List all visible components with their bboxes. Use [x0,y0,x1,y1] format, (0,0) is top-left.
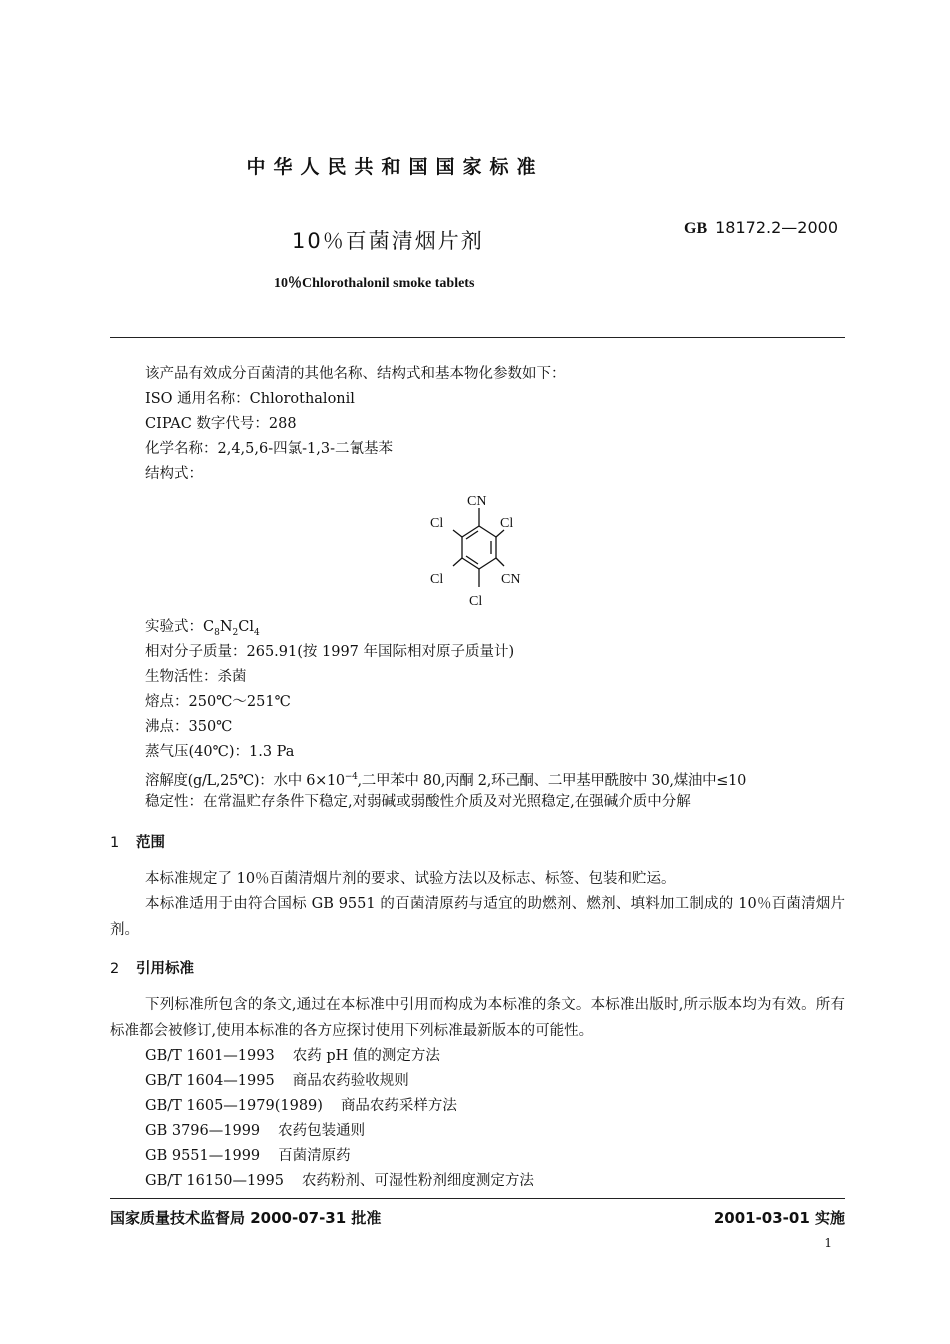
structural-formula [420,486,540,612]
section-1-paragraph-2: 本标准适用于由符合国标 GB 9551 的百菌清原药与适宜的助燃剂、燃剂、填料加工制成的 10％百菌清烟片剂。 [110,896,845,938]
document-title: 10％百菌清烟片剂 [292,229,484,253]
approval-line: 国家质量技术监督局 2000-07-31 批准 [110,1209,382,1227]
boiling-point: 沸点：350℃ [145,719,233,735]
section-1-heading: 1 范围 [110,835,165,851]
cl-label-bottom: Cl [469,594,483,609]
cl-label-upper-right: Cl [500,516,514,531]
section-2-paragraph: 下列标准所包含的条文,通过在本标准中引用而构成为本标准的条文。本标准出版时,所示版本均为有效。所有标准都会被修订,使用本标准的各方应探讨使用下列标准最新版本的可能性。 [110,997,845,1039]
header-divider [110,337,845,338]
vapor-pressure: 蒸气压(40℃)：1.3 Pa [145,744,295,760]
reference-item: GB/T 16150—1995 农药粉剂、可湿性粉剂细度测定方法 [145,1173,534,1189]
structure-label: 结构式： [145,466,203,482]
effective-date: 2001-03-01 实施 [713,1209,845,1227]
section-2-heading: 2 引用标准 [110,961,194,977]
cl-label-upper-left: Cl [430,516,444,531]
benzene-ring [453,508,504,587]
cipac-code: CIPAC 数字代号：288 [145,416,297,432]
molecular-mass: 相对分子质量：265.91(按 1997 年国际相对原子质量计) [145,644,515,660]
solubility: 溶解度(g/L,25℃)：水中 $6\times 10^{-4}$,二甲苯中 80,丙酮 2,环己酮、二甲基甲酰胺中 30,煤油中≤10 [145,772,746,789]
document-subtitle: 10％Chlorothalonil smoke tablets [274,276,475,291]
footer-divider [110,1198,845,1199]
standard-number [684,218,838,238]
section-1-paragraph-1: 本标准规定了 10％百菌清烟片剂的要求、试验方法以及标志、标签、包装和贮运。 [145,871,676,887]
bioactivity: 生物活性：杀菌 [145,669,247,685]
iso-name: ISO 通用名称：Chlorothalonil [145,391,355,407]
national-standard-heading: 中华人民共和国国家标准 [246,156,544,178]
reference-item: GB/T 1605—1979(1989) 商品农药采样方法 [145,1098,457,1114]
standard-code: 18172.2—2000 [715,218,839,237]
cl-label-lower-left: Cl [430,572,444,587]
empirical-formula: 实验式：$C_8N_2Cl_4$ [145,619,260,638]
melting-point: 熔点：250℃～251℃ [145,694,291,710]
cn-label-lower-right: CN [501,572,521,587]
reference-item: GB 3796—1999 农药包装通则 [145,1123,366,1139]
intro-lead: 该产品有效成分百菌清的其他名称、结构式和基本物化参数如下： [145,366,566,382]
standard-prefix: GB [684,220,708,237]
reference-item: GB 9551—1999 百菌清原药 [145,1148,351,1164]
reference-item: GB/T 1604—1995 商品农药验收规则 [145,1073,409,1089]
cn-label-top: CN [467,494,487,509]
chemical-name: 化学名称：2,4,5,6-四氯-1,3-二氰基苯 [145,441,393,457]
page-number: 1 [824,1236,832,1250]
reference-item: GB/T 1601—1993 农药 pH 值的测定方法 [145,1048,440,1064]
stability: 稳定性：在常温贮存条件下稳定,对弱碱或弱酸性介质及对光照稳定,在强碱介质中分解 [145,794,691,810]
